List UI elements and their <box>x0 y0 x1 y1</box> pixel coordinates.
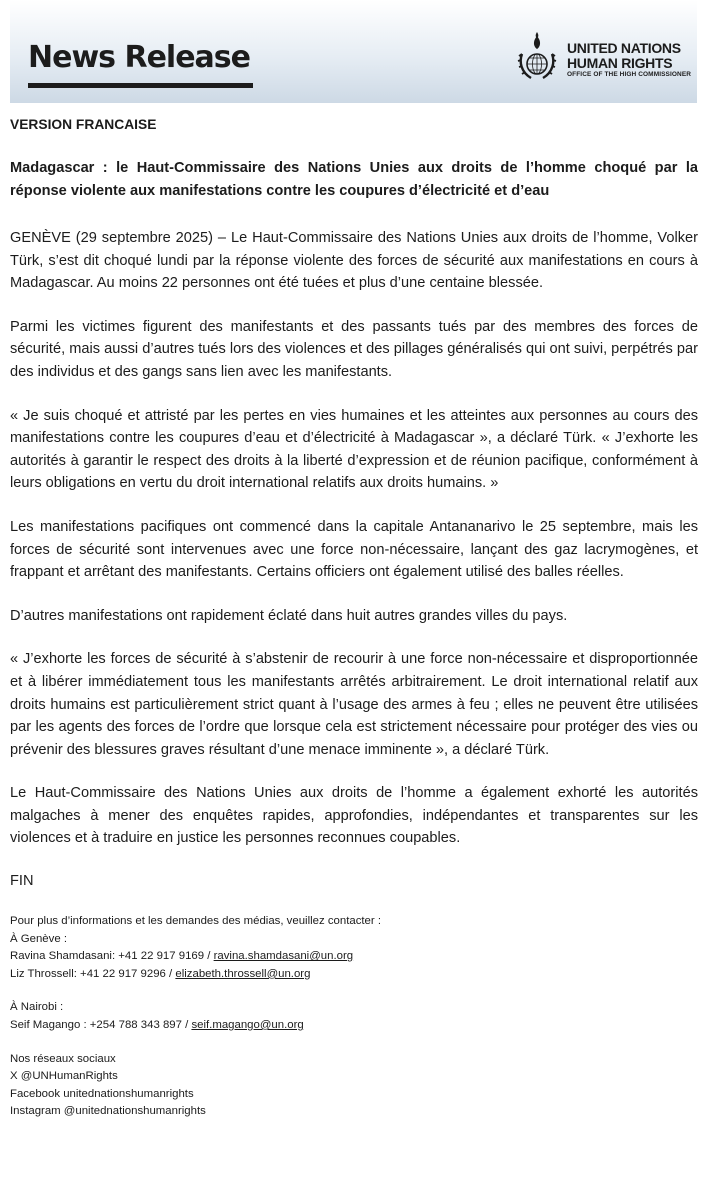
org-name-line2: HUMAN RIGHTS <box>567 54 673 71</box>
paragraph: Les manifestations pacifiques ont commencé dans la capitale Antananarivo le 25 septembre, mais les forces de sécurité sont intervenues avec une force non-nécessaire, lançant des gaz lacrymogènes, et frappant et arrêtant des manifestants. Certains officiers ont également utilisé des balles réelles. <box>10 518 698 581</box>
email-link[interactable]: elizabeth.throssell@un.org <box>175 967 311 980</box>
headline: Madagascar : le Haut-Commissaire des Nations Unies aux droits de l’homme choqué par la réponse violente aux manifestations contre les coupures d’électricité et d’eau <box>10 160 698 199</box>
paragraph: GENÈVE (29 septembre 2025) – Le Haut-Commissaire des Nations Unies aux droits de l’homme, Volker Türk, s’est dit choqué lundi par la réponse violente des forces de sécurité aux manifestations en cours à Madagascar. Au moins 22 personnes ont été tuées et plus d’une centaine blessée. <box>10 230 698 292</box>
contact-intro: Pour plus d’informations et les demandes des médias, veuillez contacter : <box>10 915 382 928</box>
social-label: Nos réseaux sociaux <box>10 1052 116 1065</box>
title-underline <box>28 83 253 88</box>
press-release-body <box>10 115 698 1121</box>
social-instagram: Instagram @unitednationshumanrights <box>10 1105 206 1118</box>
email-link[interactable]: ravina.shamdasani@un.org <box>213 950 354 963</box>
news-release-header <box>10 0 697 103</box>
social-facebook: Facebook unitednationshumanrights <box>10 1087 194 1100</box>
contact-entry: Liz Throssell: +41 22 917 9296 / elizabeth.throssell@un.org <box>10 967 311 980</box>
media-contacts <box>10 913 698 1121</box>
version-label: VERSION FRANCAISE <box>10 117 157 132</box>
paragraph: Le Haut-Commissaire des Nations Unies aux droits de l’homme a également exhorté les autorités malgaches à mener des enquêtes rapides, approfondies, indépendantes et transparentes sur les violences et à traduire en justice les personnes reconnues coupables. <box>10 785 698 847</box>
org-name-line3: OFFICE OF THE HIGH COMMISSIONER <box>567 71 692 79</box>
un-human-rights-wordmark <box>567 41 691 79</box>
paragraph: Parmi les victimes figurent des manifestants et des passants tués par des membres des forces de sécurité, mais aussi d’autres tués lors des violences et des pillages généralisés qui ont suivi, perpétrés par des individus et des gangs sans lien avec les manifestants. <box>10 318 698 380</box>
paragraph: D’autres manifestations ont rapidement éclaté dans huit autres grandes villes du pays. <box>10 607 568 624</box>
nairobi-label: À Nairobi : <box>10 1001 64 1014</box>
contact-entry: Ravina Shamdasani: +41 22 917 9169 / ravina.shamdasani@un.org <box>10 950 354 963</box>
geneva-label: À Genève : <box>10 932 67 945</box>
social-x: X @UNHumanRights <box>10 1070 118 1083</box>
un-emblem-icon <box>513 30 561 84</box>
paragraph: « Je suis choqué et attristé par les pertes en vies humaines et les atteintes aux personnes au cours des manifestations contre les coupures d’eau et d’électricité à Madagascar », a déclaré Türk. « J’exhorte les autorités à garantir le respect des droits à la liberté d’expression et de réunion pacifique, conformément à leurs obligations en vertu du droit international relatifs aux droits humains. » <box>10 407 698 492</box>
news-release-title: News Release <box>28 40 250 75</box>
org-name-line1: UNITED NATIONS <box>567 40 681 56</box>
email-link[interactable]: seif.magango@un.org <box>191 1019 304 1032</box>
paragraph: « J’exhorte les forces de sécurité à s’abstenir de recourir à une force non-nécessaire et disproportionnée et à libérer immédiatement tous les manifestants arrêtés arbitrairement. Le droit international relatif aux droits humains est particulièrement strict quant à l’usage des armes à feu ; elles ne peuvent être utilisées par les agents des forces de l’ordre que lorsque cela est strictement nécessaire pour protéger des vies ou prévenir des blessures graves résultant d’une menace imminente », a déclaré Türk. <box>10 651 698 758</box>
end-marker: FIN <box>10 873 34 890</box>
contact-entry: Seif Magango : +254 788 343 897 / seif.magango@un.org <box>10 1019 304 1032</box>
